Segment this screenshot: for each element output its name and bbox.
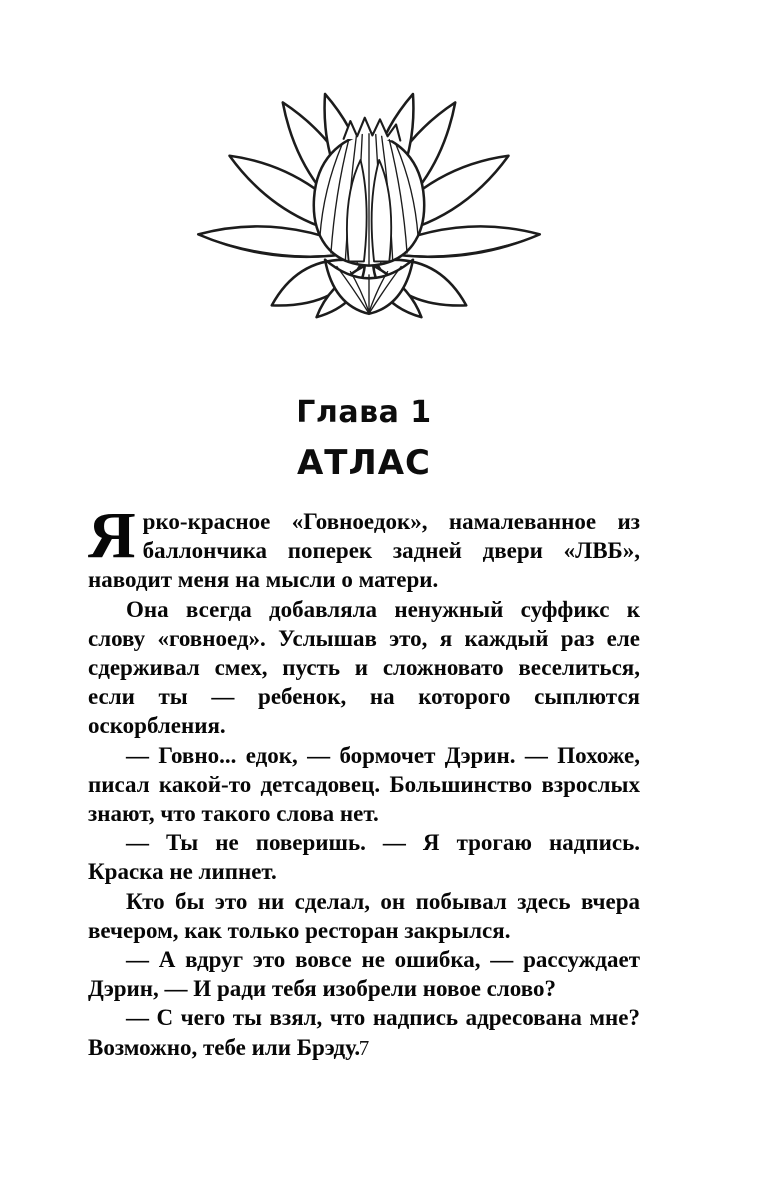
paragraph: — С чего ты взял, что надпись адресована мне? Возможно, тебе или Брэду. <box>88 1005 640 1060</box>
chapter-label: Глава 1 <box>296 395 432 430</box>
paragraph: — А вдруг это вовсе не ошибка, — рассуждает Дэрин, — И ради тебя изобрели новое слово? <box>88 947 640 1002</box>
water-lily-illustration <box>183 58 555 338</box>
body-text <box>88 499 640 1062</box>
paragraph: Ярко-красное «Говноедок», намалеванное из баллончика поперек задней двери «ЛВБ», наводит меня на мысли о матери. <box>88 499 640 593</box>
page-number: 7 <box>358 1036 370 1060</box>
paragraph: Кто бы это ни сделал, он побывал здесь вчера вечером, как только ресторан закрылся. <box>88 888 640 943</box>
paragraph: Она всегда добавляла ненужный суффикс к слову «говноед». Услышав это, я каждый раз еле сдерживал смех, пусть и сложновато веселиться, если ты — ребенок, на которого сыплются оскорбления. <box>88 596 640 739</box>
chapter-title: АТЛАС <box>296 443 431 483</box>
drop-cap: Я <box>88 499 136 572</box>
paragraph: — Говно... едок, — бормочет Дэрин. — Похоже, писал какой-то детсадовец. Большинство взрослых знают, что такого слова нет. <box>88 742 640 827</box>
water-lily-icon <box>183 58 555 338</box>
paragraph: — Ты не поверишь. — Я трогаю надпись. Краска не липнет. <box>88 830 640 885</box>
